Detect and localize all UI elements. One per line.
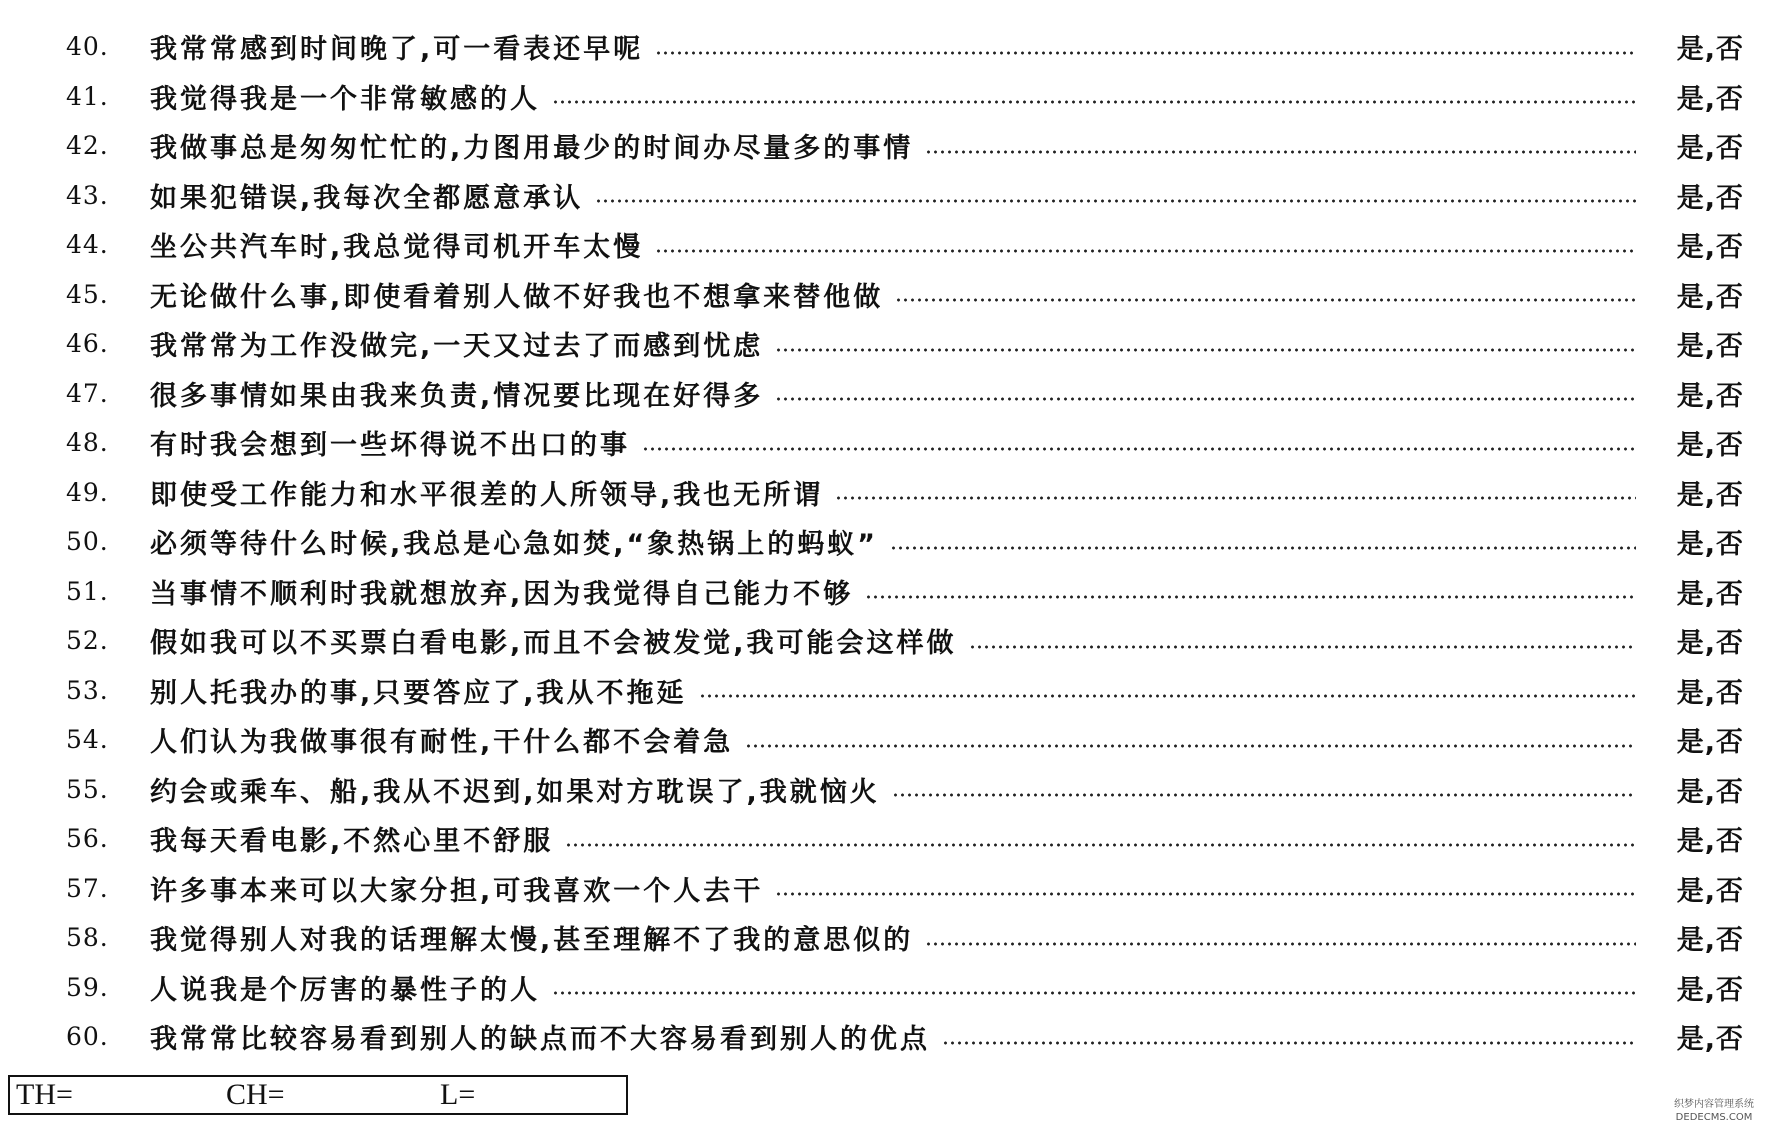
question-text: 如果犯错误,我每次全都愿意承认: [150, 182, 584, 214]
question-body: [150, 374, 1650, 413]
question-row-47: [0, 369, 1770, 419]
question-text: 我每天看电影,不然心里不舒服: [150, 826, 554, 858]
answer-options[interactable]: 是,否: [1676, 182, 1744, 214]
question-number: 58.: [66, 923, 109, 953]
question-text: 即使受工作能力和水平很差的人所领导,我也无所谓: [150, 479, 824, 511]
question-text: 必须等待什么时候,我总是心急如焚,“象热锅上的蚂蚁”: [150, 529, 879, 561]
question-body: [150, 720, 1650, 759]
dot-leader: [925, 150, 1636, 154]
question-text: 假如我可以不买票白看电影,而且不会被发觉,我可能会这样做: [150, 628, 957, 660]
answer-options[interactable]: 是,否: [1676, 776, 1744, 808]
dot-leader: [865, 595, 1636, 599]
question-text: 当事情不顺利时我就想放弃,因为我觉得自己能力不够: [150, 578, 854, 610]
question-row-53: [0, 666, 1770, 716]
question-body: [150, 473, 1650, 512]
answer-options[interactable]: 是,否: [1676, 133, 1744, 165]
answer-options[interactable]: 是,否: [1676, 826, 1744, 858]
answer-options[interactable]: 是,否: [1676, 34, 1744, 66]
question-row-48: [0, 418, 1770, 468]
answer-options[interactable]: 是,否: [1676, 875, 1744, 907]
question-text: 我觉得别人对我的话理解太慢,甚至理解不了我的意思似的: [150, 925, 914, 957]
watermark-line-1: 织梦内容管理系统: [1674, 1099, 1754, 1110]
answer-options[interactable]: 是,否: [1676, 578, 1744, 610]
answer-options[interactable]: 是,否: [1676, 727, 1744, 759]
question-body: [150, 324, 1650, 363]
question-text: 约会或乘车、船,我从不迟到,如果对方耽误了,我就恼火: [150, 776, 880, 808]
question-text: 许多事本来可以大家分担,可我喜欢一个人去干: [150, 875, 764, 907]
questionnaire-list: [0, 22, 1770, 1062]
dot-leader: [745, 744, 1636, 748]
question-number: 59.: [66, 972, 109, 1002]
answer-options[interactable]: 是,否: [1676, 677, 1744, 709]
question-row-40: [0, 22, 1770, 72]
question-body: [150, 869, 1650, 908]
dot-leader: [699, 694, 1636, 698]
answer-options[interactable]: 是,否: [1676, 974, 1744, 1006]
dot-leader: [595, 199, 1636, 203]
question-number: 53.: [66, 675, 109, 705]
dot-leader: [895, 298, 1636, 302]
dot-leader: [655, 51, 1636, 55]
dot-leader: [925, 942, 1636, 946]
question-row-58: [0, 913, 1770, 963]
answer-options[interactable]: 是,否: [1676, 628, 1744, 660]
question-row-43: [0, 171, 1770, 221]
question-row-60: [0, 1012, 1770, 1062]
question-body: [150, 275, 1650, 314]
question-number: 45.: [66, 279, 109, 309]
dot-leader: [942, 1041, 1636, 1045]
question-number: 40.: [66, 32, 109, 62]
question-text: 我做事总是匆匆忙忙的,力图用最少的时间办尽量多的事情: [150, 133, 914, 165]
question-text: 坐公共汽车时,我总觉得司机开车太慢: [150, 232, 644, 264]
question-row-50: [0, 517, 1770, 567]
answer-options[interactable]: 是,否: [1676, 331, 1744, 363]
question-row-51: [0, 567, 1770, 617]
score-box: [8, 1075, 628, 1115]
question-number: 50.: [66, 527, 109, 557]
question-row-56: [0, 814, 1770, 864]
dot-leader: [655, 249, 1636, 253]
dot-leader: [892, 793, 1636, 797]
question-body: [150, 77, 1650, 116]
dot-leader: [969, 645, 1636, 649]
question-body: [150, 770, 1650, 809]
answer-options[interactable]: 是,否: [1676, 1024, 1744, 1056]
question-number: 51.: [66, 576, 109, 606]
watermark: [1664, 1098, 1764, 1124]
question-number: 44.: [66, 230, 109, 260]
question-body: [150, 918, 1650, 957]
question-number: 46.: [66, 329, 109, 359]
question-body: [150, 819, 1650, 858]
answer-options[interactable]: 是,否: [1676, 479, 1744, 511]
question-row-54: [0, 715, 1770, 765]
dot-leader: [552, 991, 1636, 995]
question-number: 42.: [66, 131, 109, 161]
answer-options[interactable]: 是,否: [1676, 430, 1744, 462]
question-row-45: [0, 270, 1770, 320]
answer-options[interactable]: 是,否: [1676, 529, 1744, 561]
question-number: 60.: [66, 1022, 109, 1052]
question-text: 别人托我办的事,只要答应了,我从不拖延: [150, 677, 687, 709]
question-number: 57.: [66, 873, 109, 903]
question-row-44: [0, 220, 1770, 270]
dot-leader: [642, 447, 1636, 451]
score-th-label[interactable]: TH=: [16, 1078, 73, 1111]
question-number: 56.: [66, 824, 109, 854]
question-text: 很多事情如果由我来负责,情况要比现在好得多: [150, 380, 764, 412]
answer-options[interactable]: 是,否: [1676, 281, 1744, 313]
question-number: 55.: [66, 774, 109, 804]
dot-leader: [552, 100, 1636, 104]
question-row-46: [0, 319, 1770, 369]
question-row-52: [0, 616, 1770, 666]
question-row-42: [0, 121, 1770, 171]
dot-leader: [565, 843, 1636, 847]
dot-leader: [890, 546, 1636, 550]
answer-options[interactable]: 是,否: [1676, 925, 1744, 957]
question-text: 人们认为我做事很有耐性,干什么都不会着急: [150, 727, 734, 759]
question-body: [150, 126, 1650, 165]
question-number: 54.: [66, 725, 109, 755]
dot-leader: [775, 348, 1636, 352]
dot-leader: [775, 397, 1636, 401]
score-ch-label[interactable]: CH=: [226, 1078, 285, 1111]
question-text: 我觉得我是一个非常敏感的人: [150, 83, 540, 115]
question-number: 48.: [66, 428, 109, 458]
question-text: 人说我是个厉害的暴性子的人: [150, 974, 540, 1006]
question-body: [150, 522, 1650, 561]
question-text: 我常常为工作没做完,一天又过去了而感到忧虑: [150, 331, 764, 363]
question-body: [150, 225, 1650, 264]
answer-options[interactable]: 是,否: [1676, 83, 1744, 115]
question-body: [150, 1017, 1650, 1056]
question-text: 无论做什么事,即使看着别人做不好我也不想拿来替他做: [150, 281, 884, 313]
answer-options[interactable]: 是,否: [1676, 232, 1744, 264]
question-row-49: [0, 468, 1770, 518]
question-row-55: [0, 765, 1770, 815]
question-number: 43.: [66, 180, 109, 210]
question-text: 我常常感到时间晚了,可一看表还早呢: [150, 34, 644, 66]
question-body: [150, 27, 1650, 66]
question-row-41: [0, 72, 1770, 122]
question-number: 47.: [66, 378, 109, 408]
question-row-59: [0, 963, 1770, 1013]
answer-options[interactable]: 是,否: [1676, 380, 1744, 412]
question-text: 有时我会想到一些坏得说不出口的事: [150, 430, 630, 462]
dot-leader: [835, 496, 1636, 500]
score-l-label[interactable]: L=: [440, 1078, 476, 1111]
question-body: [150, 572, 1650, 611]
question-body: [150, 423, 1650, 462]
question-body: [150, 176, 1650, 215]
question-body: [150, 621, 1650, 660]
question-body: [150, 671, 1650, 710]
question-number: 52.: [66, 626, 109, 656]
dot-leader: [775, 892, 1636, 896]
question-number: 41.: [66, 81, 109, 111]
question-row-57: [0, 864, 1770, 914]
question-number: 49.: [66, 477, 109, 507]
watermark-line-2: DEDECMS.COM: [1675, 1112, 1753, 1123]
question-text: 我常常比较容易看到别人的缺点而不大容易看到别人的优点: [150, 1024, 930, 1056]
question-body: [150, 968, 1650, 1007]
